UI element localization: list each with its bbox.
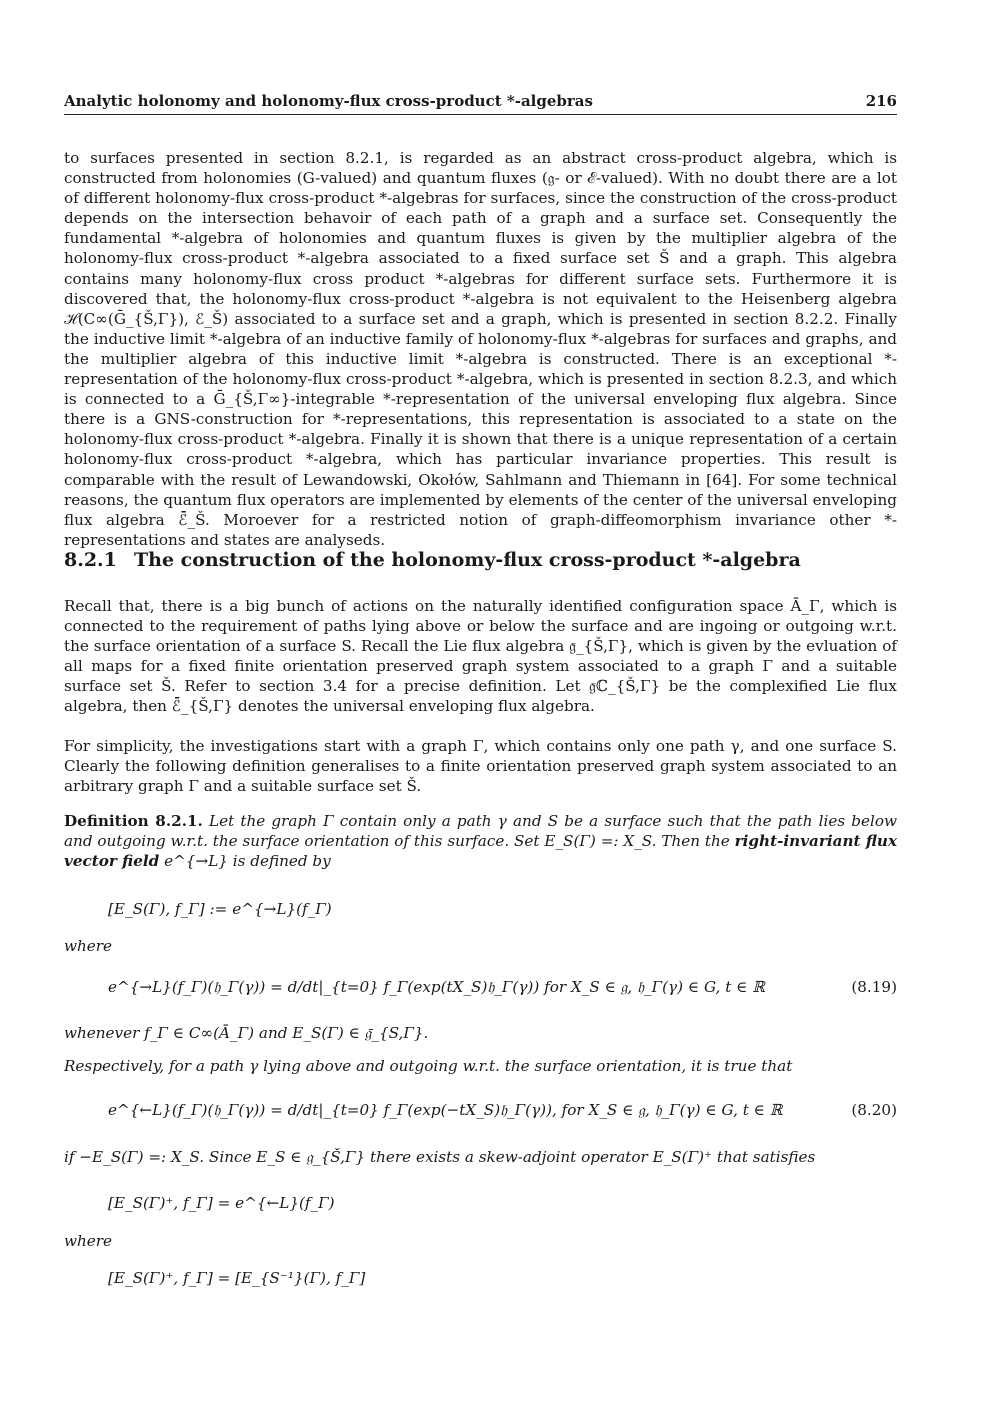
equation-last <box>108 1267 897 1289</box>
equation-adjoint <box>108 1192 897 1214</box>
paragraph-simplicity: For simplicity, the investigations start with a graph Γ, which contains only one path γ, and one surface S. Clearly the following definition generalises to a finite orientation preserved graph system associated to an arbitrary graph Γ and a suitable surface set Š. <box>64 737 897 796</box>
section-title: The construction of the holonomy-flux cross-product *-algebra <box>134 549 801 571</box>
header-title: Analytic holonomy and holonomy-flux cross-product *-algebras <box>64 92 593 110</box>
definition-bold-term: right-invariant flux vector field <box>64 832 898 871</box>
definition-label: Definition 8.2.1. <box>64 812 203 830</box>
equation-tag: (8.19) <box>851 978 897 996</box>
text-respectively: Respectively, for a path γ lying above and outgoing w.r.t. the surface orientation, it is true that <box>64 1057 793 1075</box>
equation-body: e^{←L}(f_Γ)(𝔥_Γ(γ)) = d/dt|_{t=0} f_Γ(exp(−tX_S)𝔥_Γ(γ)), for X_S ∈ 𝔤, 𝔥_Γ(γ) ∈ G, t ∈ ℝ <box>108 1101 783 1119</box>
text-whenever: whenever f_Γ ∈ C∞(Ā_Γ) and E_S(Γ) ∈ 𝔤̄_{S,Γ}. <box>64 1024 429 1042</box>
equation-8-20 <box>108 1099 897 1121</box>
equation-body: e^{→L}(f_Γ)(𝔥_Γ(γ)) = d/dt|_{t=0} f_Γ(exp(tX_S)𝔥_Γ(γ)) for X_S ∈ 𝔤, 𝔥_Γ(γ) ∈ G, t ∈ ℝ <box>108 978 765 996</box>
equation-body: [E_S(Γ)⁺, f_Γ] = [E_{S⁻¹}(Γ), f_Γ] <box>108 1269 366 1287</box>
text-if: if −E_S(Γ) =: X_S. Since E_S ∈ 𝔤_{Š,Γ} there exists a skew-adjoint operator E_S(Γ)⁺ that satisfies <box>64 1148 816 1166</box>
section-number: 8.2.1 <box>64 549 117 571</box>
equation-body: [E_S(Γ)⁺, f_Γ] = e^{←L}(f_Γ) <box>108 1194 335 1212</box>
text-where-2: where <box>64 1232 113 1250</box>
definition-text-a: Let the graph Γ contain only a path γ and S be a surface such that the path lies below and outgoing w.r.t. the surface orientation of this surface. Set E_S(Γ) =: X_S. Then the <box>64 812 898 851</box>
equation-tag: (8.20) <box>851 1101 897 1119</box>
equation-8-19 <box>108 976 897 998</box>
definition-8-2-1 <box>64 811 897 871</box>
page-number: 216 <box>865 92 897 110</box>
definition-text-b: e^{→L} is defined by <box>164 852 331 871</box>
text-where-1: where <box>64 937 113 955</box>
equation-body: [E_S(Γ), f_Γ] := e^{→L}(f_Γ) <box>108 900 332 918</box>
paragraph-recall: Recall that, there is a big bunch of actions on the naturally identified configuration space Ā_Γ, which is connected to the requirement of paths lying above or below the surface and are ingoing or outgoing w.r.t. the surface orientation of a surface S. Recall the Lie flux algebra 𝔤̄_{Š,Γ}, which is given by the evluation of all maps for a fixed finite orientation preserved graph system associated to a graph Γ and a suitable surface set Š. Refer to section 3.4 for a precise definition. Let 𝔤̄ℂ_{Š,Γ} be the complexified Lie flux algebra, then ℰ̄_{Š,Γ} denotes the universal enveloping flux algebra. <box>64 597 897 716</box>
intro-paragraph: to surfaces presented in section 8.2.1, is regarded as an abstract cross-product algebra, which is constructed from holonomies (G-valued) and quantum fluxes (𝔤- or ℰ-valued). With no doubt there are a lot of different holonomy-flux cross-product *-algebras for surfaces, since the construction of the cross-product depends on the intersection behavoir of each path of a graph and a surface set. Consequently the fundamental *-algebra of holonomies and quantum fluxes is given by the multiplier algebra of the holonomy-flux cross-product *-algebra associated to a fixed surface set Š and a graph. This algebra contains many holonomy-flux cross product *-algebras for different surface sets. Furthermore it is discovered that, the holonomy-flux cross-product *-algebra is not equivalent to the Heisenberg algebra ℋ(C∞(Ḡ_{Š,Γ}), ℰ_Š) associated to a surface set and a graph, which is presented in section 8.2.2. Finally the inductive limit *-algebra of an inductive family of holonomy-flux *-algebras for surfaces and graphs, and the multiplier algebra of this inductive limit *-algebra is constructed. There is an exceptional *-representation of the holonomy-flux cross-product *-algebra, which is presented in section 8.2.3, and which is connected to a Ḡ_{Š,Γ∞}-integrable *-representation of the universal enveloping flux algebra. Since there is a GNS-construction for *-representations, this representation is associated to a state on the holonomy-flux cross-product *-algebra. Finally it is shown that there is a unique representation of a certain holonomy-flux cross-product *-algebra, which has particular invariance properties. This result is comparable with the result of Lewandowski, Okołów, Sahlmann and Thiemann in [64]. For some technical reasons, the quantum flux operators are implemented by elements of the center of the universal enveloping flux algebra ℰ̄_Š. Moroever for a restricted notion of graph-diffeomorphism invariance other *-representations and states are analyseds. <box>64 149 897 549</box>
section-heading <box>64 548 897 572</box>
running-header <box>64 91 897 115</box>
equation-flux-def <box>108 898 897 920</box>
